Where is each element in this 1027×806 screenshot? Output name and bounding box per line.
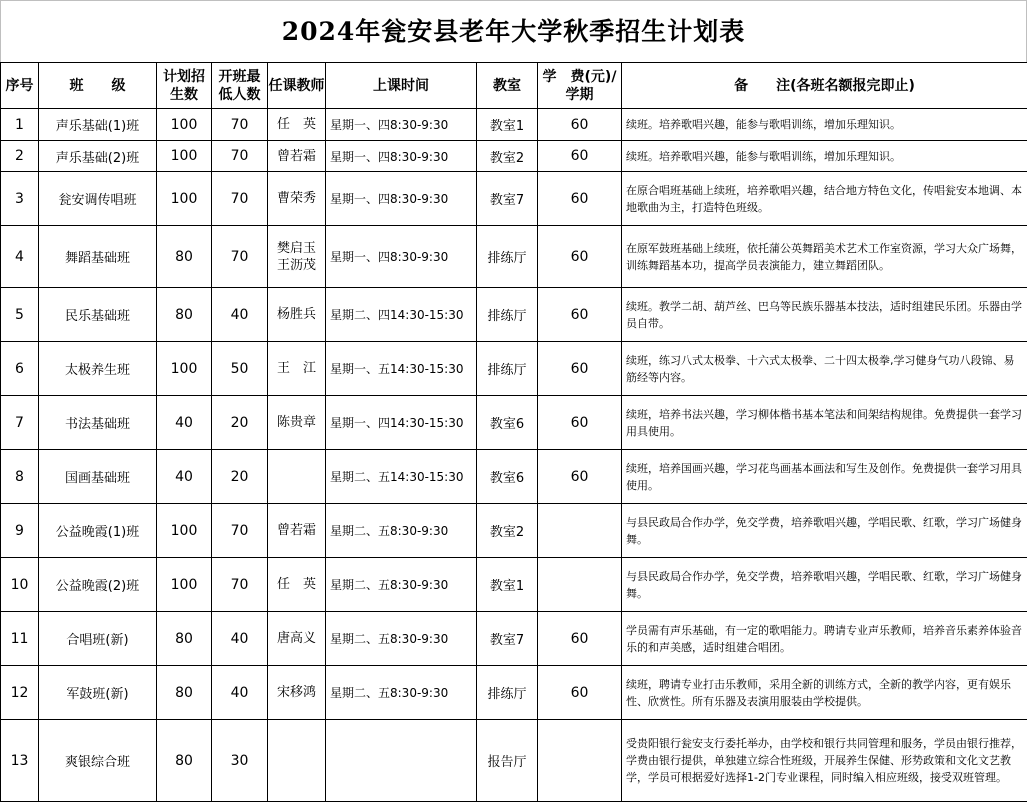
- teacher-name: 王 江: [268, 342, 326, 396]
- plan-count: 80: [157, 226, 212, 288]
- tuition-fee: [538, 504, 622, 558]
- class-name: 爽银综合班: [39, 720, 157, 802]
- class-name: 舞蹈基础班: [39, 226, 157, 288]
- class-time: 星期一、四8:30-9:30: [326, 172, 477, 226]
- remark: 续班，练习八式太极拳、十六式太极拳、二十四太极拳,学习健身气功八段锦、易筋经等内容。: [622, 342, 1027, 396]
- teacher-name: 杨胜兵: [268, 288, 326, 342]
- plan-count: 100: [157, 504, 212, 558]
- teacher-name: 唐高义: [268, 612, 326, 666]
- remark: 续班，培养书法兴趣，学习柳体楷书基本笔法和间架结构规律。免费提供一套学习用具使用。: [622, 396, 1027, 450]
- min-count: 70: [212, 558, 268, 612]
- remark: 在原合唱班基础上续班，培养歌唱兴趣，结合地方特色文化，传唱瓮安本地调、本地歌曲为主，打造特色班级。: [622, 172, 1027, 226]
- remark: 续班，培养国画兴趣，学习花鸟画基本画法和写生及创作。免费提供一套学习用具使用。: [622, 450, 1027, 504]
- table-row: [1, 342, 1027, 396]
- class-time: 星期二、五8:30-9:30: [326, 666, 477, 720]
- row-index: 3: [1, 172, 39, 226]
- table-row: [1, 558, 1027, 612]
- min-count: 70: [212, 109, 268, 141]
- class-time: 星期一、五14:30-15:30: [326, 342, 477, 396]
- plan-count: 100: [157, 558, 212, 612]
- class-name: 声乐基础(2)班: [39, 141, 157, 172]
- plan-count: 80: [157, 666, 212, 720]
- class-time: 星期一、四8:30-9:30: [326, 226, 477, 288]
- class-time: 星期二、五8:30-9:30: [326, 612, 477, 666]
- tuition-fee: [538, 558, 622, 612]
- remark: 续班。培养歌唱兴趣，能参与歌唱训练，增加乐理知识。: [622, 141, 1027, 172]
- classroom: 教室2: [477, 504, 538, 558]
- header-teacher: 任课教师: [268, 63, 326, 109]
- tuition-fee: 60: [538, 226, 622, 288]
- classroom: 教室1: [477, 109, 538, 141]
- classroom: 教室2: [477, 141, 538, 172]
- plan-count: 80: [157, 612, 212, 666]
- table-row: [1, 141, 1027, 172]
- header-plan: 计划招生数: [157, 63, 212, 109]
- table-row: [1, 288, 1027, 342]
- class-name: 声乐基础(1)班: [39, 109, 157, 141]
- class-time: 星期二、五8:30-9:30: [326, 558, 477, 612]
- class-time: 星期二、五8:30-9:30: [326, 504, 477, 558]
- plan-count: 80: [157, 720, 212, 802]
- row-index: 13: [1, 720, 39, 802]
- classroom: 教室7: [477, 172, 538, 226]
- teacher-name: 曾若霜: [268, 141, 326, 172]
- teacher-name: 任 英: [268, 558, 326, 612]
- remark: 续班。教学二胡、葫芦丝、巴乌等民族乐器基本技法，适时组建民乐团。乐器由学员自带。: [622, 288, 1027, 342]
- min-count: 70: [212, 172, 268, 226]
- teacher-name: [268, 720, 326, 802]
- min-count: 20: [212, 450, 268, 504]
- tuition-fee: 60: [538, 612, 622, 666]
- classroom: 教室7: [477, 612, 538, 666]
- page-title: 2024年瓮安县老年大学秋季招生计划表: [0, 0, 1027, 62]
- row-index: 7: [1, 396, 39, 450]
- remark: 与县民政局合作办学，免交学费，培养歌唱兴趣，学唱民歌、红歌，学习广场健身舞。: [622, 504, 1027, 558]
- plan-count: 100: [157, 342, 212, 396]
- min-count: 30: [212, 720, 268, 802]
- header-min: 开班最低人数: [212, 63, 268, 109]
- header-room: 教室: [477, 63, 538, 109]
- min-count: 40: [212, 612, 268, 666]
- min-count: 40: [212, 288, 268, 342]
- table-row: [1, 450, 1027, 504]
- class-time: [326, 720, 477, 802]
- class-time: 星期二、五14:30-15:30: [326, 450, 477, 504]
- enrollment-table: [0, 62, 1027, 802]
- tuition-fee: 60: [538, 141, 622, 172]
- remark: 与县民政局合作办学，免交学费，培养歌唱兴趣，学唱民歌、红歌，学习广场健身舞。: [622, 558, 1027, 612]
- row-index: 5: [1, 288, 39, 342]
- min-count: 20: [212, 396, 268, 450]
- table-row: [1, 226, 1027, 288]
- row-index: 9: [1, 504, 39, 558]
- tuition-fee: 60: [538, 396, 622, 450]
- classroom: 报告厅: [477, 720, 538, 802]
- plan-count: 40: [157, 396, 212, 450]
- plan-count: 100: [157, 172, 212, 226]
- class-name: 民乐基础班: [39, 288, 157, 342]
- remark: 在原军鼓班基础上续班，依托蒲公英舞蹈美术艺术工作室资源，学习大众广场舞，训练舞蹈基本功，提高学员表演能力，建立舞蹈团队。: [622, 226, 1027, 288]
- class-name: 国画基础班: [39, 450, 157, 504]
- remark: 续班，聘请专业打击乐教师，采用全新的训练方式，全新的教学内容，更有娱乐性、欣赏性。所有乐器及表演用服装由学校提供。: [622, 666, 1027, 720]
- class-name: 瓮安调传唱班: [39, 172, 157, 226]
- class-time: 星期一、四14:30-15:30: [326, 396, 477, 450]
- plan-count: 40: [157, 450, 212, 504]
- classroom: 排练厅: [477, 342, 538, 396]
- row-index: 12: [1, 666, 39, 720]
- row-index: 10: [1, 558, 39, 612]
- row-index: 8: [1, 450, 39, 504]
- class-time: 星期一、四8:30-9:30: [326, 109, 477, 141]
- table-row: [1, 720, 1027, 802]
- class-time: 星期二、四14:30-15:30: [326, 288, 477, 342]
- plan-count: 80: [157, 288, 212, 342]
- teacher-name: 任 英: [268, 109, 326, 141]
- teacher-name: 宋移鸿: [268, 666, 326, 720]
- class-name: 合唱班(新): [39, 612, 157, 666]
- tuition-fee: 60: [538, 666, 622, 720]
- table-header-row: [1, 63, 1027, 109]
- class-name: 太极养生班: [39, 342, 157, 396]
- table-row: [1, 396, 1027, 450]
- classroom: 教室6: [477, 396, 538, 450]
- remark: 学员需有声乐基础，有一定的歌唱能力。聘请专业声乐教师，培养音乐素养体验音乐的和声美感，适时组建合唱团。: [622, 612, 1027, 666]
- classroom: 排练厅: [477, 226, 538, 288]
- table-row: [1, 612, 1027, 666]
- tuition-fee: 60: [538, 342, 622, 396]
- table-row: [1, 504, 1027, 558]
- classroom: 排练厅: [477, 288, 538, 342]
- tuition-fee: 60: [538, 450, 622, 504]
- remark: 受贵阳银行瓮安支行委托举办，由学校和银行共同管理和服务，学员由银行推荐，学费由银行提供，单独建立综合性班级，开展养生保健、形势政策和文化文艺教学，学员可根据爱好选择1-2门专业课程，同时编入相应班级，接受双班管理。: [622, 720, 1027, 802]
- class-name: 军鼓班(新): [39, 666, 157, 720]
- min-count: 50: [212, 342, 268, 396]
- row-index: 1: [1, 109, 39, 141]
- header-fee: 学 费(元)/学期: [538, 63, 622, 109]
- plan-count: 100: [157, 109, 212, 141]
- teacher-name: [268, 450, 326, 504]
- class-name: 书法基础班: [39, 396, 157, 450]
- row-index: 6: [1, 342, 39, 396]
- table-body: [1, 109, 1027, 802]
- table-row: [1, 666, 1027, 720]
- class-time: 星期一、四8:30-9:30: [326, 141, 477, 172]
- tuition-fee: 60: [538, 288, 622, 342]
- classroom: 教室1: [477, 558, 538, 612]
- min-count: 70: [212, 504, 268, 558]
- class-name: 公益晚霞(1)班: [39, 504, 157, 558]
- row-index: 11: [1, 612, 39, 666]
- min-count: 70: [212, 226, 268, 288]
- header-index: 序号: [1, 63, 39, 109]
- plan-count: 100: [157, 141, 212, 172]
- min-count: 40: [212, 666, 268, 720]
- min-count: 70: [212, 141, 268, 172]
- teacher-name: 曹荣秀: [268, 172, 326, 226]
- header-class: 班 级: [39, 63, 157, 109]
- classroom: 排练厅: [477, 666, 538, 720]
- table-row: [1, 109, 1027, 141]
- classroom: 教室6: [477, 450, 538, 504]
- table-row: [1, 172, 1027, 226]
- teacher-name: 曾若霜: [268, 504, 326, 558]
- tuition-fee: [538, 720, 622, 802]
- row-index: 4: [1, 226, 39, 288]
- header-note: 备 注(各班名额报完即止): [622, 63, 1027, 109]
- teacher-name: 陈贵章: [268, 396, 326, 450]
- class-name: 公益晚霞(2)班: [39, 558, 157, 612]
- header-time: 上课时间: [326, 63, 477, 109]
- tuition-fee: 60: [538, 109, 622, 141]
- teacher-name: 樊启玉 王沥茂: [268, 226, 326, 288]
- row-index: 2: [1, 141, 39, 172]
- tuition-fee: 60: [538, 172, 622, 226]
- remark: 续班。培养歌唱兴趣，能参与歌唱训练，增加乐理知识。: [622, 109, 1027, 141]
